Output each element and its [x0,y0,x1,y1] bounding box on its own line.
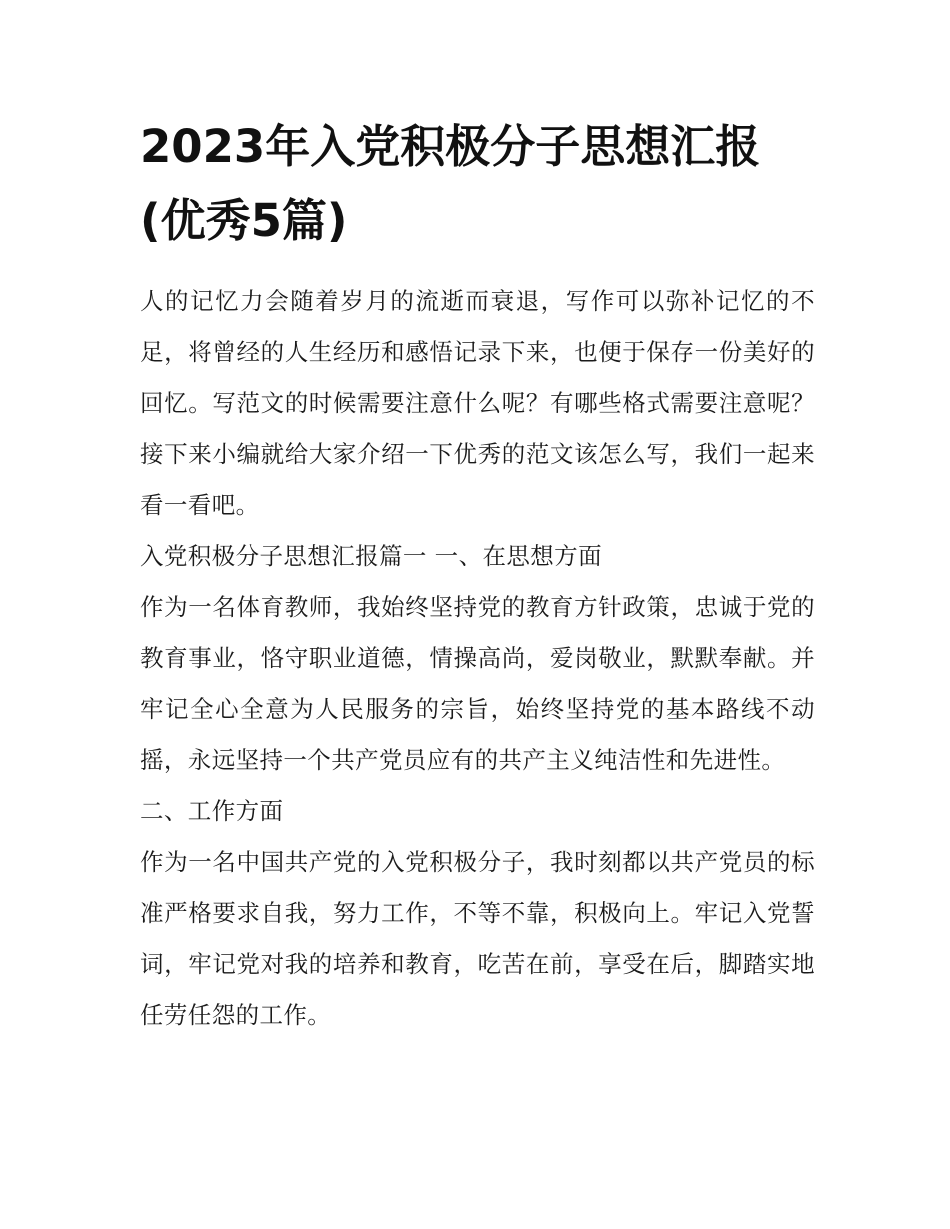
document-page [140,110,815,1041]
document-title [140,110,815,258]
intro-paragraph: 人的记忆力会随着岁月的流逝而衰退，写作可以弥补记忆的不足，将曾经的人生经历和感悟记录下来，也便于保存一份美好的回忆。写范文的时候需要注意什么呢？有哪些格式需要注意呢？接下来小编就给大家介绍一下优秀的范文该怎么写，我们一起来看一看吧。 [140,287,815,519]
title-line-1: 2023年入党积极分子思想汇报 [140,120,761,173]
section-2-heading: 二、工作方面 [140,797,284,825]
section-2-paragraph: 作为一名中国共产党的入党积极分子，我时刻都以共产党员的标准严格要求自我，努力工作，不等不靠，积极向上。牢记入党誓词，牢记党对我的培养和教育，吃苦在前，享受在后，脚踏实地任劳任怨的工作。 [140,848,815,1029]
section-1-heading: 入党积极分子思想汇报篇一 一、在思想方面 [140,542,602,570]
section-1-paragraph: 作为一名体育教师，我始终坚持党的教育方针政策，忠诚于党的教育事业，恪守职业道德，情操高尚，爱岗敬业，默默奉献。并牢记全心全意为人民服务的宗旨，始终坚持党的基本路线不动摇，永远坚持一个共产党员应有的共产主义纯洁性和先进性。 [140,593,815,774]
title-line-2: (优秀5篇) [140,194,348,247]
